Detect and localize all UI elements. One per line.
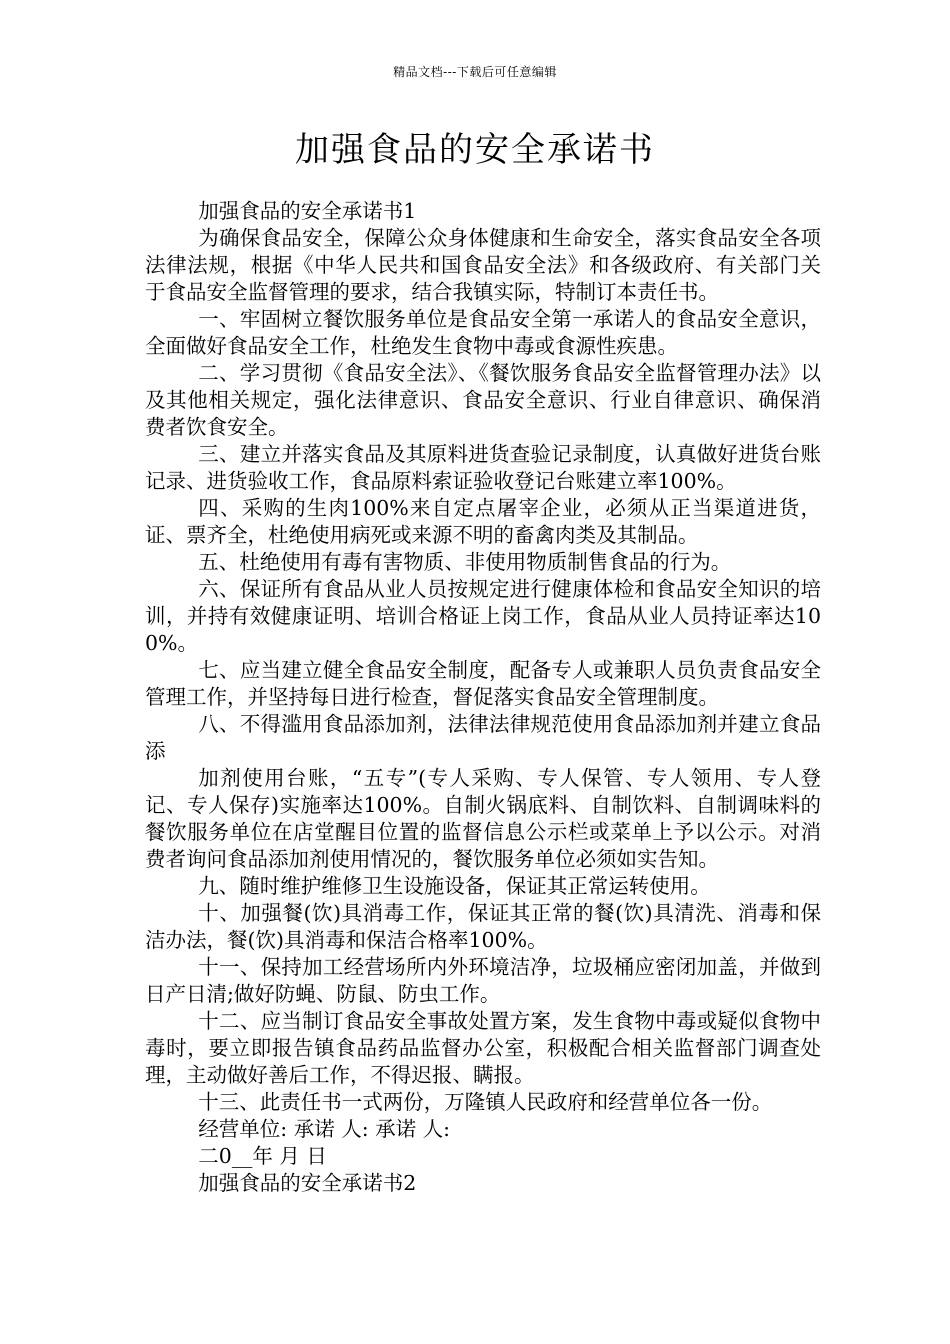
signature-line: 经营单位: 承诺 人: 承诺 人: xyxy=(198,1117,451,1141)
paragraph-item-6: 六、保证所有食品从业人员按规定进行健康体检和食品安全知识的培训，并持有效健康证明、培训合格证上岗工作，食品从业人员持证率达100%。 xyxy=(145,577,821,655)
paragraph-item-8-continued: 加剂使用台账，“五专”(专人采购、专人保管、专人领用、专人登记、专人保存)实施率达100%。自制火锅底料、自制饮料、自制调味料的餐饮服务单位在店堂醒目位置的监督信息公示栏或菜单上予以公示。对消费者询问食品添加剂使用情况的，餐饮服务单位必须如实告知。 xyxy=(145,766,821,871)
paragraph-item-8: 八、不得滥用食品添加剂，法律法律规范使用食品添加剂并建立食品添 xyxy=(145,712,821,763)
paragraph-item-13: 十三、此责任书一式两份，万隆镇人民政府和经营单位各一份。 xyxy=(198,1090,773,1114)
paragraph-item-2: 二、学习贯彻《食品安全法》、《餐饮服务食品安全监督管理办法》以及其他相关规定，强化法律意识、食品安全意识、行业自律意识、确保消费者饮食安全。 xyxy=(145,361,821,439)
section-heading-1: 加强食品的安全承诺书1 xyxy=(198,199,417,223)
date-line: 二0__年 月 日 xyxy=(198,1144,327,1168)
paragraph-item-10: 十、加强餐(饮)具消毒工作，保证其正常的餐(饮)具清洗、消毒和保洁办法，餐(饮)具消毒和保洁合格率100%。 xyxy=(145,901,821,952)
paragraph-item-1: 一、牢固树立餐饮服务单位是食品安全第一承诺人的食品安全意识，全面做好食品安全工作，杜绝发生食物中毒或食源性疾患。 xyxy=(145,307,821,358)
paragraph-item-11: 十一、保持加工经营场所内外环境洁净，垃圾桶应密闭加盖，并做到日产日清;做好防蝇、防鼠、防虫工作。 xyxy=(145,955,821,1006)
document-title: 加强食品的安全承诺书 xyxy=(295,130,655,170)
paragraph-item-4: 四、采购的生肉100%来自定点屠宰企业，必须从正当渠道进货，证、票齐全，杜绝使用病死或来源不明的畜禽肉类及其制品。 xyxy=(145,496,821,547)
paragraph-item-9: 九、随时维护维修卫生设施设备，保证其正常运转使用。 xyxy=(198,874,711,898)
paragraph-item-7: 七、应当建立健全食品安全制度，配备专人或兼职人员负责食品安全管理工作，并坚持每日进行检查，督促落实食品安全管理制度。 xyxy=(145,658,821,709)
paragraph-item-12: 十二、应当制订食品安全事故处置方案，发生食物中毒或疑似食物中毒时，要立即报告镇食品药品监督办公室，积极配合相关监督部门调查处理，主动做好善后工作，不得迟报、瞒报。 xyxy=(145,1009,821,1087)
paragraph-intro: 为确保食品安全，保障公众身体健康和生命安全，落实食品安全各项法律法规，根据《中华人民共和国食品安全法》和各级政府、有关部门关于食品安全监督管理的要求，结合我镇实际，特制订本责任书。 xyxy=(145,226,821,304)
document-body xyxy=(145,198,821,1197)
paragraph-item-3: 三、建立并落实食品及其原料进货查验记录制度，认真做好进货台账记录、进货验收工作，食品原料索证验收登记台账建立率100%。 xyxy=(145,442,821,493)
header-note: 精品文档---下载后可任意编辑 xyxy=(393,65,557,79)
section-heading-2: 加强食品的安全承诺书2 xyxy=(198,1171,417,1195)
paragraph-item-5: 五、杜绝使用有毒有害物质、非使用物质制售食品的行为。 xyxy=(198,550,732,574)
